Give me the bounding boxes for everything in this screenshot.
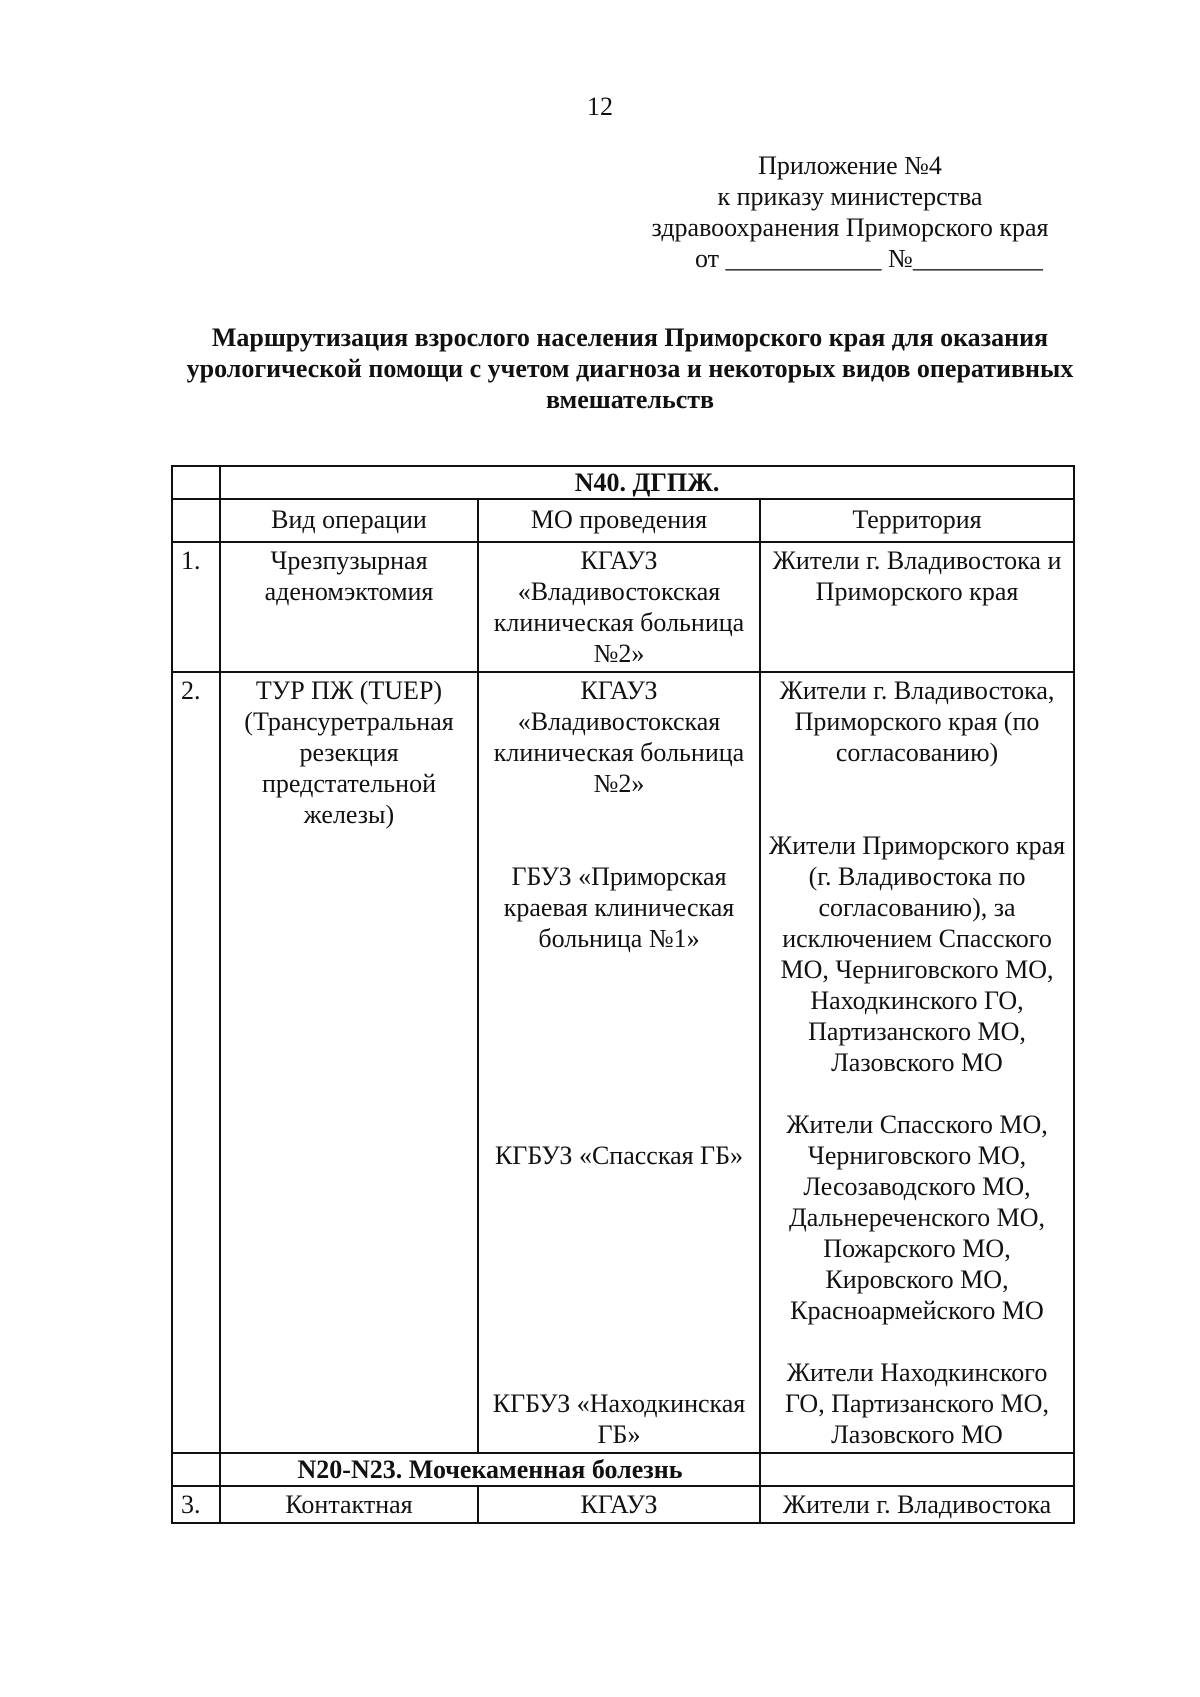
appendix-line: к приказу министерства [717,182,983,211]
column-header-territory: Территория [760,499,1074,542]
operation-cell: Чрезпузырная аденомэктомия [220,542,478,672]
territory-cell: Жители г. Владивостока и Приморского края [760,542,1074,672]
mo-cell: КГАУЗ «Владивостокская клиническая больница №2» [478,542,760,672]
territory-entry: Жители Спасского МО, Черниговского МО, Лесозаводского МО, Дальнереченского МО, Пожарского МО, Кировского МО, Красноармейского МО [786,1110,1048,1325]
title-line: урологической помощи с учетом диагноза и некоторых видов оперативных [186,354,1074,383]
title-line: вмешательств [545,385,715,414]
column-header-mo: МО проведения [478,499,760,542]
row-number: 3. [172,1486,220,1523]
table-header-row [172,499,1074,542]
mo-cell [478,672,760,1453]
document-title [160,322,1100,415]
table-row [172,672,1074,1453]
mo-entry: ГБУЗ «Приморская краевая клиническая больница №1» [503,862,735,953]
empty-cell [172,499,220,542]
page-number: 12 [587,92,613,121]
empty-cell [172,1453,220,1486]
appendix-header [600,150,1100,274]
table-row [172,1486,1074,1523]
mo-cell: КГАУЗ [478,1486,760,1523]
territory-cell: Жители г. Владивостока [760,1486,1074,1523]
appendix-date-number-line: от ____________ №__________ [695,244,1043,273]
territory-entry: Жители Приморского края (г. Владивостока по согласованию), за исключением Спасского МО, Черниговского МО, Находкинского ГО, Партизанского МО, Лазовского МО [768,831,1066,1077]
row-number: 1. [172,542,220,672]
section-title: N20-N23. Мочекаменная болезнь [220,1453,760,1486]
mo-entry: КГБУЗ «Спасская ГБ» [494,1141,744,1170]
territory-entry: Жители Находкинского ГО, Партизанского МО, Лазовского МО [785,1358,1049,1449]
operation-cell: Контактная [220,1486,478,1523]
section-row-n40 [172,466,1074,499]
mo-entry: КГБУЗ «Находкинская ГБ» [492,1389,746,1449]
territory-entry: Жители г. Владивостока, Приморского края (по согласованию) [779,676,1055,767]
section-title: N40. ДГПЖ. [220,466,1074,499]
table-row [172,542,1074,672]
operation-cell: ТУР ПЖ (TUEP) (Трансуретральная резекция предстательной железы) [220,672,478,1453]
appendix-line: Приложение №4 [758,151,942,180]
title-line: Маршрутизация взрослого населения Приморского края для оказания [211,323,1049,352]
empty-cell [172,466,220,499]
territory-cell [760,672,1074,1453]
appendix-line: здравоохранения Приморского края [651,213,1049,242]
empty-cell [760,1453,1074,1486]
section-row-n20-n23 [172,1453,1074,1486]
routing-table [171,465,1075,1524]
mo-entry: КГАУЗ «Владивостокская клиническая больница №2» [493,676,745,798]
column-header-operation: Вид операции [220,499,478,542]
row-number: 2. [172,672,220,1453]
